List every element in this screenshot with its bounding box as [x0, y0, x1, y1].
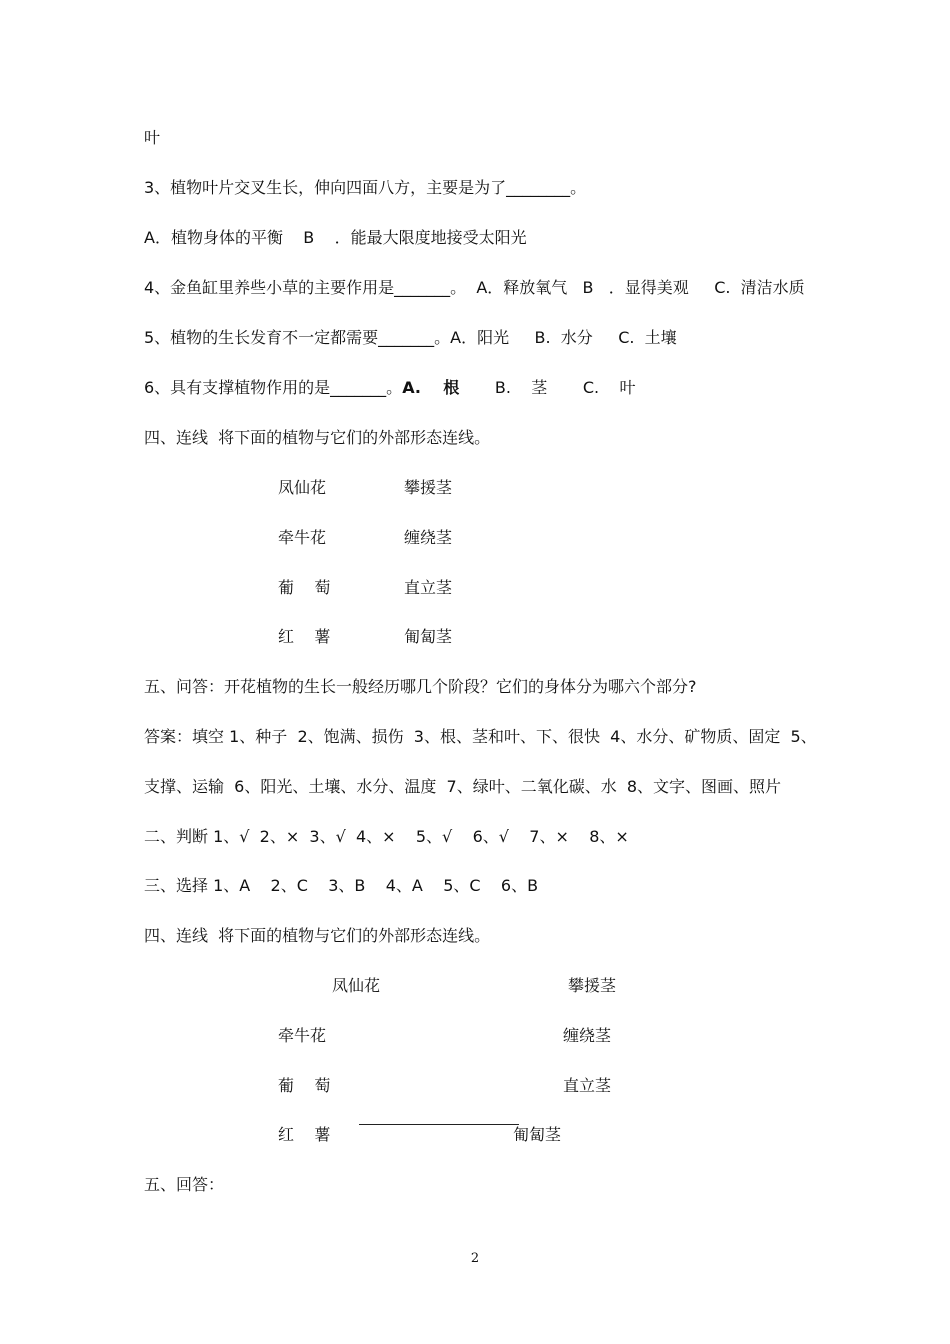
plant-label: 凤仙花	[332, 976, 381, 995]
stem-label: 匍匐茎	[404, 627, 453, 646]
stem-label: 攀援茎	[404, 478, 453, 497]
stem-label: 直立茎	[563, 1076, 612, 1095]
answer-judgment: 二、判断 1、√ 2、× 3、√ 4、× 5、√ 6、√ 7、× 8、×	[144, 827, 629, 846]
question-5: 5、植物的生长发育不一定都需要_______。A．阳光 B. 水分 C. 土壤	[144, 328, 677, 347]
answer-key-line: 答案：填空 1、种子 2、饱满、损伤 3、根、茎和叶、下、很快 4、水分、矿物质、固定 5、	[144, 727, 817, 746]
question-6	[144, 377, 635, 399]
stem-label: 缠绕茎	[404, 528, 453, 547]
question-6-option-a: A. 根	[402, 378, 460, 397]
answer-key-line: 支撑、运输 6、阳光、土壤、水分、温度 7、绿叶、二氧化碳、水 8、文字、图画、照片	[144, 777, 782, 796]
plant-label: 红 薯	[278, 627, 331, 646]
plant-label: 牵牛花	[278, 1026, 327, 1045]
plant-label: 凤仙花	[278, 478, 327, 497]
stem-label: 直立茎	[404, 578, 453, 597]
question-3-options: A．植物身体的平衡 B ．能最大限度地接受太阳光	[144, 228, 527, 247]
connecting-line	[359, 1124, 519, 1125]
answer-choice: 三、选择 1、A 2、C 3、B 4、A 5、C 6、B	[144, 876, 539, 895]
text-line: 叶	[144, 128, 161, 147]
stem-label: 缠绕茎	[563, 1026, 612, 1045]
plant-label: 牵牛花	[278, 528, 327, 547]
question-6-text: 6、具有支撑植物作用的是_______。	[144, 378, 403, 397]
section-4-heading: 四、连线 将下面的植物与它们的外部形态连线。	[144, 428, 491, 447]
stem-label: 攀援茎	[568, 976, 617, 995]
stem-label: 匍匐茎	[513, 1125, 562, 1144]
answer-matching-heading: 四、连线 将下面的植物与它们的外部形态连线。	[144, 926, 491, 945]
question-3: 3、植物叶片交叉生长，伸向四面八方，主要是为了________。	[144, 178, 587, 197]
question-6-options-bc: B. 茎 C. 叶	[459, 378, 636, 397]
plant-label: 葡 萄	[278, 578, 331, 597]
section-5-answer: 五、回答：	[144, 1175, 225, 1194]
plant-label: 红 薯	[278, 1125, 331, 1144]
section-5-question: 五、问答：开花植物的生长一般经历哪几个阶段？它们的身体分为哪六个部分?	[144, 677, 697, 696]
plant-label: 葡 萄	[278, 1076, 331, 1095]
page-number: 2	[470, 1251, 480, 1266]
question-4: 4、金鱼缸里养些小草的主要作用是_______。 A．释放氧气 B ．显得美观 C. 清洁水质	[144, 278, 805, 297]
